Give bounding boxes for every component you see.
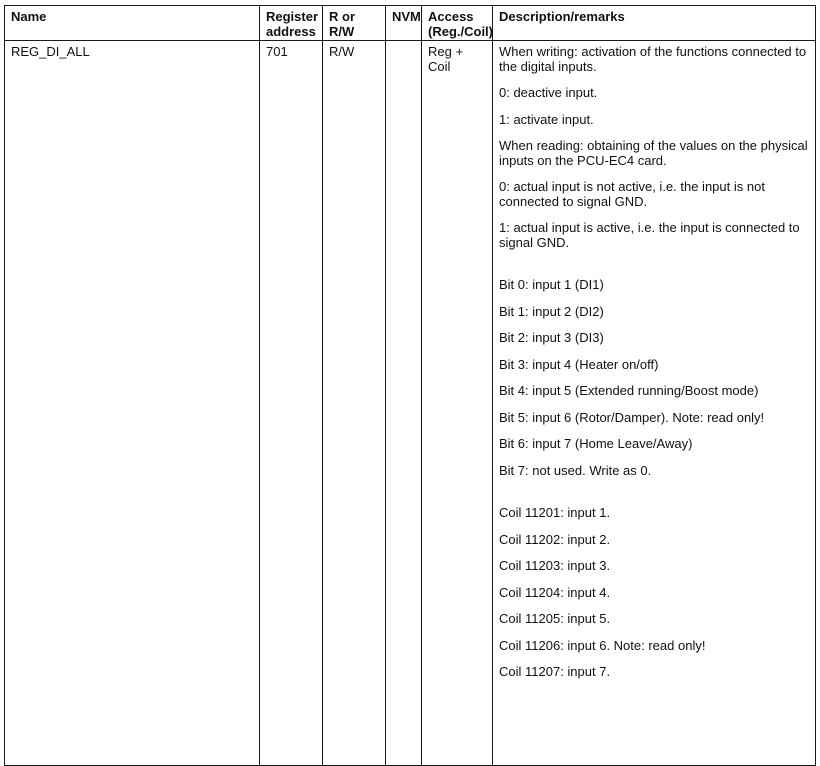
desc-coil-11204: Coil 11204: input 4. bbox=[499, 584, 611, 600]
header-nvm: NVM bbox=[386, 6, 422, 41]
desc-read-1: 1: actual input is active, i.e. the input is connected to signal GND. bbox=[499, 220, 800, 250]
desc-bit-7: Bit 7: not used. Write as 0. bbox=[499, 462, 652, 478]
header-description: Description/remarks bbox=[493, 6, 816, 41]
cell-register-address: 701 bbox=[260, 41, 323, 766]
desc-coil-11207: Coil 11207: input 7. bbox=[499, 664, 611, 679]
cell-description bbox=[493, 41, 816, 766]
table-body bbox=[5, 41, 816, 766]
cell-nvm bbox=[386, 41, 422, 766]
desc-coil-11205: Coil 11205: input 5. bbox=[499, 611, 611, 626]
header-row bbox=[5, 6, 816, 41]
desc-bit-1: Bit 1: input 2 (DI2) bbox=[499, 303, 604, 319]
table-header bbox=[5, 6, 816, 41]
desc-write-0: 0: deactive input. bbox=[499, 85, 598, 100]
desc-bit-2: Bit 2: input 3 (DI3) bbox=[499, 330, 604, 345]
header-r-or-rw: R or R/W bbox=[323, 6, 386, 41]
cell-r-or-rw: R/W bbox=[323, 41, 386, 766]
header-name: Name bbox=[5, 6, 260, 41]
desc-bit-5: Bit 5: input 6 (Rotor/Damper). Note: read only! bbox=[499, 409, 765, 425]
desc-bit-6: Bit 6: input 7 (Home Leave/Away) bbox=[499, 436, 693, 451]
register-table bbox=[4, 5, 816, 766]
table-row bbox=[5, 41, 816, 766]
desc-bit-4: Bit 4: input 5 (Extended running/Boost mode) bbox=[499, 383, 759, 398]
desc-coil-11202: Coil 11202: input 2. bbox=[499, 531, 611, 547]
desc-read-0: 0: actual input is not active, i.e. the input is not connected to signal GND. bbox=[499, 179, 765, 209]
desc-coil-11201: Coil 11201: input 1. bbox=[499, 505, 611, 520]
desc-reading-intro: When reading: obtaining of the values on the physical inputs on the PCU-EC4 card. bbox=[499, 138, 808, 168]
desc-writing-intro: When writing: activation of the functions connected to the digital inputs. bbox=[499, 44, 807, 74]
cell-access: Reg + Coil bbox=[422, 41, 493, 766]
desc-bit-3: Bit 3: input 4 (Heater on/off) bbox=[499, 356, 659, 372]
desc-coil-11206: Coil 11206: input 6. Note: read only! bbox=[499, 637, 706, 653]
desc-coil-11203: Coil 11203: input 3. bbox=[499, 558, 611, 573]
desc-write-1: 1: activate input. bbox=[499, 111, 594, 127]
header-access: Access (Reg./Coil) bbox=[422, 6, 493, 41]
desc-bit-0: Bit 0: input 1 (DI1) bbox=[499, 277, 604, 292]
header-register-address: Register address bbox=[260, 6, 323, 41]
cell-name: REG_DI_ALL bbox=[5, 41, 260, 766]
